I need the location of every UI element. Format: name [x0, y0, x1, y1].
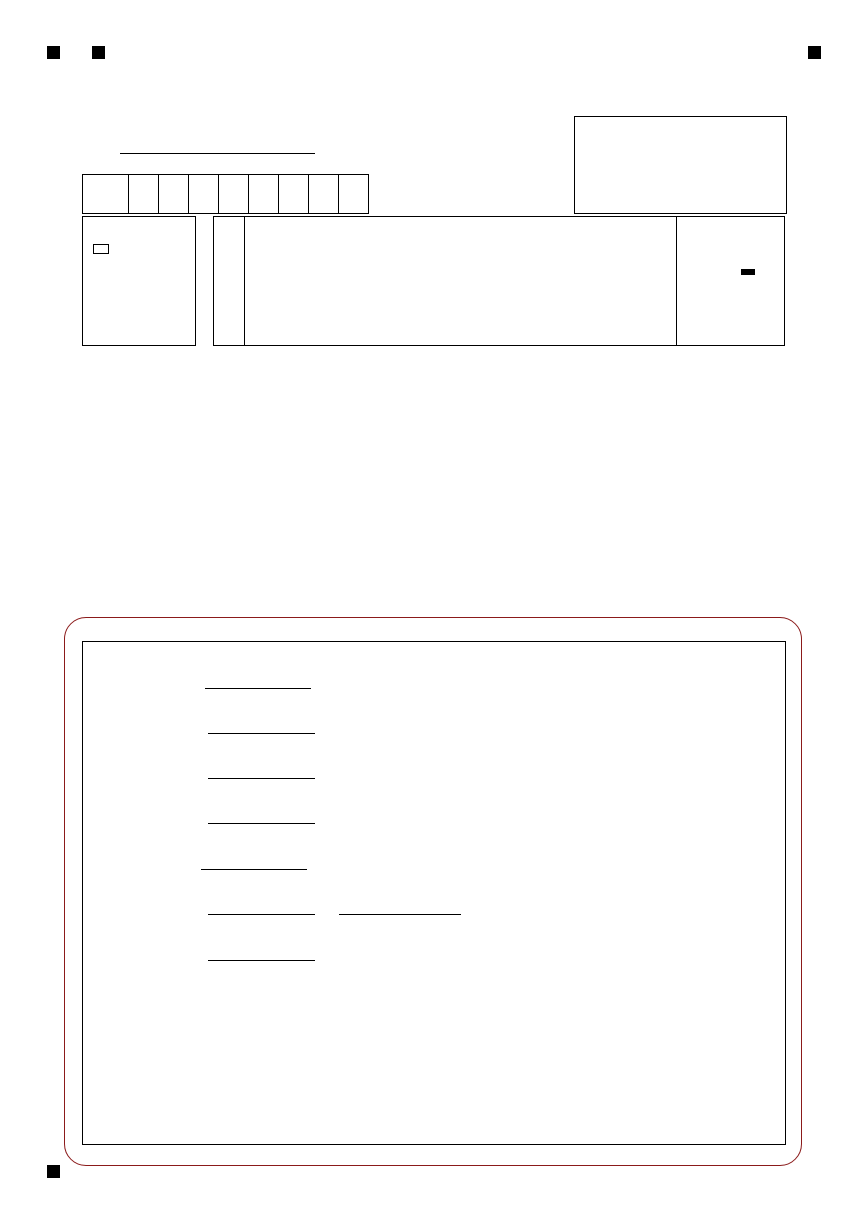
q11-answer-line[interactable] — [205, 688, 311, 689]
exam-id-digit[interactable] — [159, 175, 189, 213]
q11-answer-line[interactable] — [208, 823, 315, 824]
instructions-heading — [214, 217, 245, 345]
answer-area — [82, 641, 786, 1145]
q12-answer-line[interactable] — [339, 914, 461, 915]
corner-marker — [47, 46, 60, 59]
exam-id-digit[interactable] — [339, 175, 368, 213]
q11-answer-line[interactable] — [208, 733, 315, 734]
exam-id-digit[interactable] — [129, 175, 159, 213]
q12-answer-line[interactable] — [208, 960, 315, 961]
exam-id-digit[interactable] — [249, 175, 279, 213]
absence-mark-box — [82, 216, 196, 346]
exam-id-digit[interactable] — [219, 175, 249, 213]
absence-mark[interactable] — [93, 244, 109, 254]
q11-answer-line[interactable] — [208, 778, 315, 779]
corner-marker — [92, 46, 105, 59]
corner-marker — [808, 46, 821, 59]
q12-answer-line[interactable] — [208, 914, 315, 915]
exam-id-digit[interactable] — [309, 175, 339, 213]
q12-answer-line[interactable] — [201, 869, 307, 870]
exam-id-label — [83, 175, 129, 213]
name-field[interactable] — [120, 153, 315, 154]
corner-marker — [47, 1165, 60, 1178]
exam-id-box — [82, 174, 369, 214]
valid-fill-icon — [741, 269, 755, 275]
fill-sample — [676, 217, 787, 345]
exam-id-digit[interactable] — [279, 175, 309, 213]
barcode-area — [574, 116, 787, 214]
exam-id-digit[interactable] — [189, 175, 219, 213]
instructions-box — [213, 216, 785, 346]
